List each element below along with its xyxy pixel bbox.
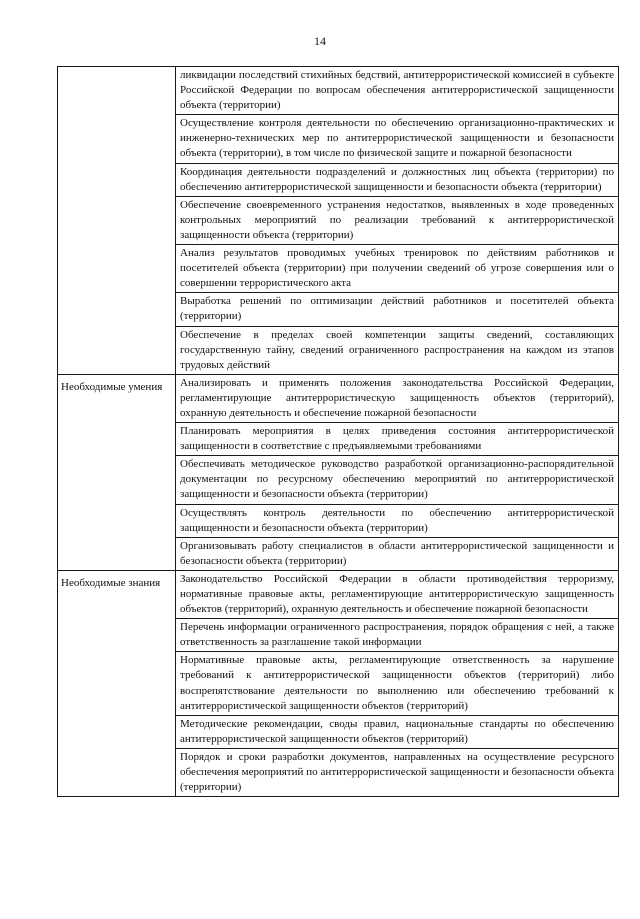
row-items	[176, 67, 619, 375]
table-cell-item: Законодательство Российской Федерации в области противодействия терроризму, нормативные правовые акты, регламентирующие антитеррористическую защищенность объектов (территорий), охранную деятельность и обеспечение пожарной безопасности	[180, 572, 614, 616]
table-cell-item: Нормативные правовые акты, регламентирующие ответственность за нарушение требований к антитеррористической защищенности объектов (территорий) либо воспрепятствование деятельности по выполнению или обеспечению требований к антитеррористической защищенности объектов (территорий)	[176, 651, 618, 714]
competency-table	[57, 66, 619, 797]
row-label-empty	[58, 67, 176, 375]
table-cell-item: Осуществление контроля деятельности по обеспечению организационно-практических и инженерно-технических мер по антитеррористической защищенности и безопасности объекта (территории), в том числе по физической защите и пожарной безопасности	[176, 114, 618, 162]
table-cell-item: Анализ результатов проводимых учебных тренировок по действиям работников и посетителей объекта (территории) при получении сведений об угрозе совершения или о совершении террористического акта	[176, 244, 618, 292]
table-cell-item: Осуществлять контроль деятельности по обеспечению антитеррористической защищенности и безопасности объекта (территории)	[176, 504, 618, 537]
table-cell-item: Координация деятельности подразделений и должностных лиц объекта (территории) по обеспечению антитеррористической защищенности и безопасности объекта (территории)	[176, 163, 618, 196]
table-cell-item: Обеспечение в пределах своей компетенции защиты сведений, составляющих государственную тайну, сведений ограниченного распространения на каждом из этапов трудовых действий	[176, 326, 618, 374]
table-cell-item: Перечень информации ограниченного распространения, порядок обращения с ней, а также ответственность за разглашение такой информации	[176, 618, 618, 651]
table-row-required-skills	[58, 374, 619, 570]
row-label-knowledge: Необходимые знания	[58, 570, 176, 796]
table-cell-item: Обеспечение своевременного устранения недостатков, выявленных в ходе проведенных контрольных мероприятий по реализации требований к антитеррористической защищенности объекта (территории)	[176, 196, 618, 244]
table-cell-item: Выработка решений по оптимизации действий работников и посетителей объекта (территории)	[176, 292, 618, 325]
row-label-skills: Необходимые умения	[58, 374, 176, 570]
table-cell-item: Порядок и сроки разработки документов, направленных на осуществление ресурсного обеспечения мероприятий по антитеррористической защищенности и безопасности объекта (территории)	[176, 748, 618, 796]
table-cell-item: Методические рекомендации, своды правил, национальные стандарты по обеспечению антитеррористической защищенности объектов (территорий)	[176, 715, 618, 748]
table-row-required-knowledge	[58, 570, 619, 796]
table-row-actions-continued	[58, 67, 619, 375]
row-items	[176, 570, 619, 796]
table-cell-item: Планировать мероприятия в целях приведения состояния антитеррористической защищенности в соответствие с предъявляемыми требованиями	[176, 422, 618, 455]
table-cell-item: Обеспечивать методическое руководство разработкой организационно-распорядительной документации по ресурсному обеспечению мероприятий по антитеррористической защищенности и безопасности объекта (территории)	[176, 455, 618, 503]
table-cell-item: Организовывать работу специалистов в области антитеррористической защищенности и безопасности объекта (территории)	[176, 537, 618, 570]
row-items	[176, 374, 619, 570]
table-cell-item: ликвидации последствий стихийных бедствий, антитеррористической комиссией в субъекте Российской Федерации по вопросам обеспечения антитеррористической защищенности объекта (территории)	[180, 69, 614, 112]
table-cell-item: Анализировать и применять положения законодательства Российской Федерации, регламентирующие антитеррористическую защищенность объектов (территорий), охранную деятельность и обеспечение пожарной безопасности	[180, 376, 614, 419]
page-number: 14	[314, 34, 326, 48]
